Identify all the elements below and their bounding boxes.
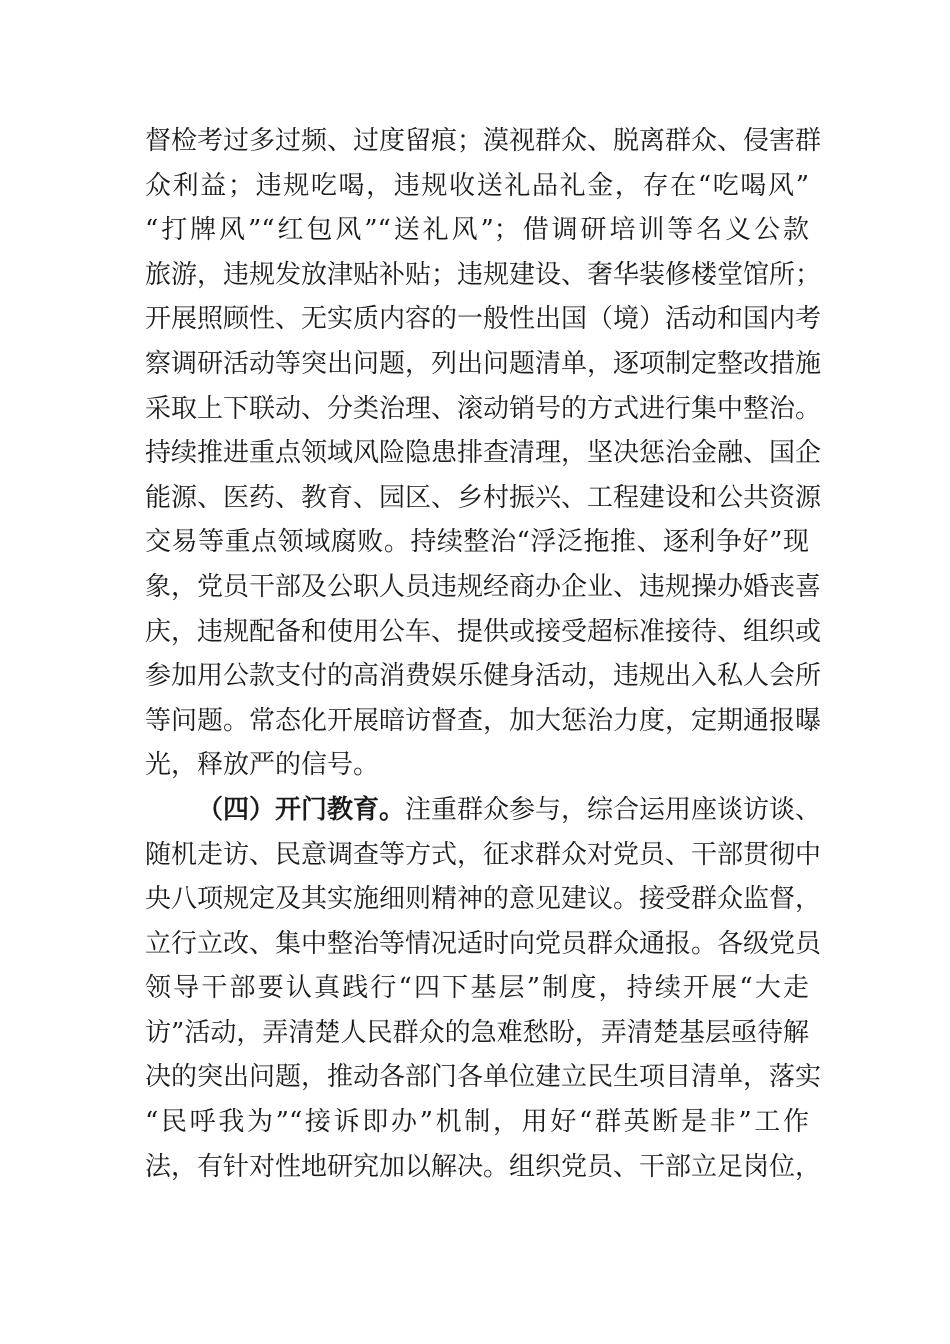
- text-line: 央八项规定及其实施细则精神的意见建议。接受群众监督，: [145, 884, 822, 915]
- text-line: 能源、医药、教育、园区、乡村振兴、工程建设和公共资源: [145, 482, 822, 513]
- text-line: 开展照顾性、无实质内容的一般性出国（境）活动和国内考: [145, 304, 822, 335]
- text-line: 象，党员干部及公职人员违规经商办企业、违规操办婚丧喜: [145, 571, 822, 602]
- section-4-first-text: 注重群众参与，综合运用座谈访谈、: [405, 794, 822, 825]
- document-body: [145, 119, 822, 1189]
- text-line: 参加用公款支付的高消费娱乐健身活动，违规出入私人会所: [145, 661, 822, 692]
- text-line: 等问题。常态化开展暗访督查，加大惩治力度，定期通报曝: [145, 705, 822, 736]
- section-4-first-line: [145, 788, 822, 833]
- text-line: 众利益；违规吃喝，违规收送礼品礼金，存在“吃喝风”: [145, 170, 809, 201]
- text-line: 光，释放严的信号。: [145, 750, 380, 781]
- text-line: 立行立改、集中整治等情况适时向党员群众通报。各级党员: [145, 928, 822, 959]
- text-line: 交易等重点领域腐败。持续整治“浮泛拖推、逐利争好”现: [145, 527, 809, 558]
- text-line: 采取上下联动、分类治理、滚动销号的方式进行集中整治。: [145, 393, 822, 424]
- text-line: 访”活动，弄清楚人民群众的急难愁盼，弄清楚基层亟待解: [145, 1017, 809, 1048]
- text-line: 随机走访、民意调查等方式，征求群众对党员、干部贯彻中: [145, 839, 822, 870]
- text-line: “民呼我为”“接诉即办”机制，用好“群英断是非”工作: [145, 1107, 809, 1138]
- text-line: “打牌风”“红包风”“送礼风”；借调研培训等名义公款: [145, 215, 809, 246]
- text-line: 督检考过多过频、过度留痕；漠视群众、脱离群众、侵害群: [145, 126, 822, 156]
- text-line: 旅游，违规发放津贴补贴；违规建设、奢华装修楼堂馆所；: [145, 259, 822, 290]
- text-line: 持续推进重点领域风险隐患排查清理，坚决惩治金融、国企: [145, 438, 822, 469]
- text-line: 决的突出问题，推动各部门各单位建立民生项目清单，落实: [145, 1062, 822, 1093]
- section-4-heading: （四）开门教育。: [197, 794, 406, 825]
- text-line: 法，有针对性地研究加以解决。组织党员、干部立足岗位，: [145, 1151, 822, 1182]
- text-line: 察调研活动等突出问题，列出问题清单，逐项制定整改措施: [145, 348, 822, 379]
- text-line: 庆，违规配备和使用公车、提供或接受超标准接待、组织或: [145, 616, 822, 647]
- text-line: 领导干部要认真践行“四下基层”制度，持续开展“大走: [145, 973, 809, 1004]
